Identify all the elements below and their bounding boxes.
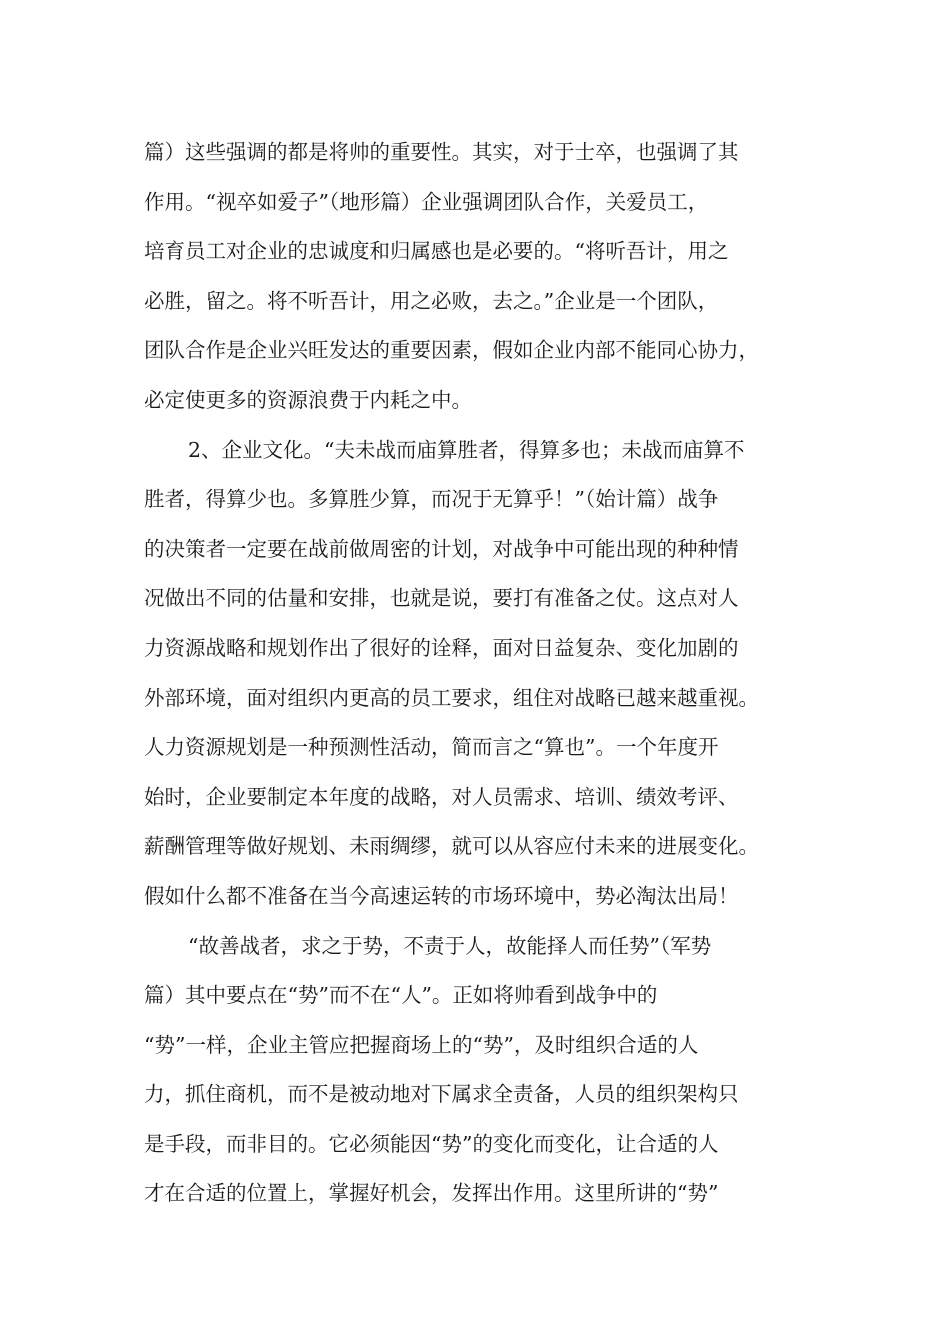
- text-line: 才在合适的位置上，掌握好机会，发挥出作用。这里所讲的“势”: [144, 1181, 719, 1206]
- text-line: 人力资源规划是一种预测性活动，简而言之“算也”。一个年度开: [144, 735, 719, 760]
- text-line: 外部环境，面对组织内更高的员工要求，组住对战略已越来越重视。: [144, 685, 759, 710]
- text-line: 胜者，得算少也。多算胜少算，而况于无算乎！”（始计篇）战争: [144, 487, 719, 512]
- text-line: “势”一样，企业主管应把握商场上的“势”，及时组织合适的人: [144, 1032, 699, 1057]
- document-body: [144, 128, 824, 1219]
- text-line: 的决策者一定要在战前做周密的计划，对战争中可能出现的种种情: [144, 536, 739, 561]
- text-line: 篇）其中要点在“势”而不在“人”。正如将帅看到战争中的: [144, 983, 658, 1008]
- text-line: 团队合作是企业兴旺发达的重要因素，假如企业内部不能同心协力，: [144, 338, 759, 363]
- text-line: 是手段，而非目的。它必须能因“势”的变化而变化，让合适的人: [144, 1131, 719, 1156]
- text-line: 假如什么都不准备在当今高速运转的市场环境中，势必淘汰出局！: [144, 883, 739, 908]
- text-line: 作用。“视卒如爱子”（地形篇）企业强调团队合作，关爱员工，: [144, 189, 709, 214]
- text-line: 必胜，留之。将不听吾计，用之必败，去之。”企业是一个团队，: [144, 288, 719, 313]
- text-line: 始时，企业要制定本年度的战略，对人员需求、培训、绩效考评、: [144, 784, 739, 809]
- text-line: 力资源战略和规划作出了很好的诠释，面对日益复杂、变化加剧的: [144, 635, 739, 660]
- text-line: 必定使更多的资源浪费于内耗之中。: [144, 387, 472, 412]
- text-line: 况做出不同的估量和安排，也就是说，要打有准备之仗。这点对人: [144, 586, 739, 611]
- text-line: “故善战者，求之于势，不责于人，故能择人而任势”（军势: [188, 933, 712, 958]
- text-line: 薪酬管理等做好规划、未雨绸缪，就可以从容应付未来的进展变化。: [144, 834, 759, 859]
- paragraph-corporate-culture: [144, 426, 824, 922]
- paragraph-momentum: [144, 922, 824, 1220]
- text-line: 力，抓住商机，而不是被动地对下属求全责备，人员的组织架构只: [144, 1082, 739, 1107]
- paragraph-teamwork: [144, 128, 824, 426]
- text-line: 培育员工对企业的忠诚度和归属感也是必要的。“将听吾计，用之: [144, 239, 729, 264]
- text-line: 2、企业文化。“夫未战而庙算胜者，得算多也；未战而庙算不: [188, 437, 745, 462]
- text-line: 篇）这些强调的都是将帅的重要性。其实，对于士卒，也强调了其: [144, 140, 739, 164]
